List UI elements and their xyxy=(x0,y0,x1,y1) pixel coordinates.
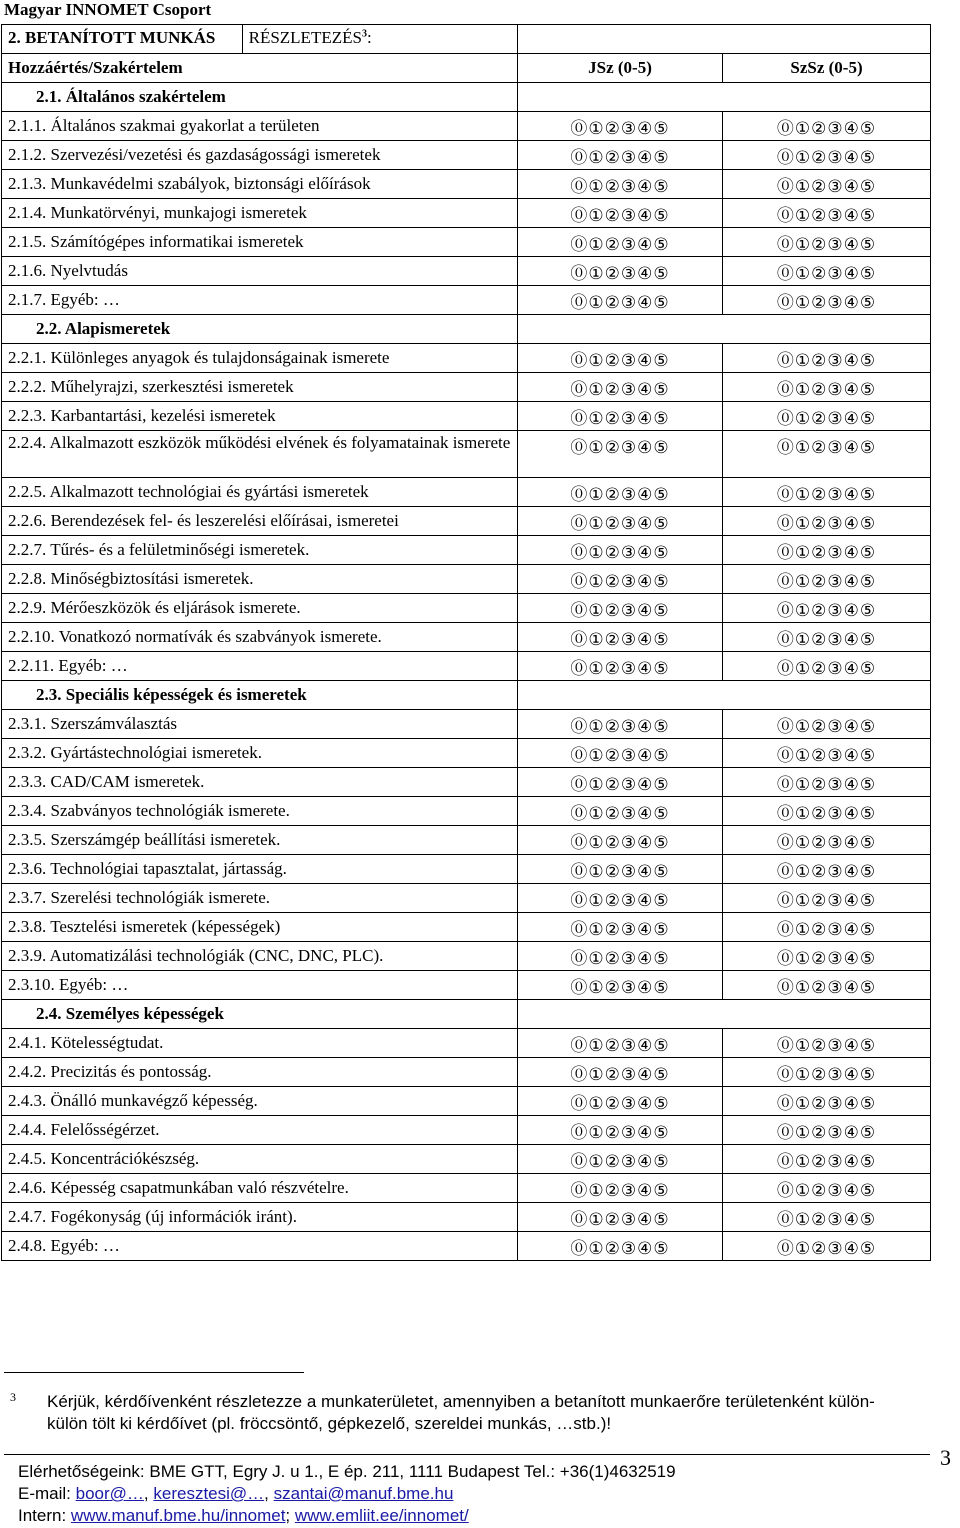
szsz-rating-scale[interactable]: ⓪①②③④⑤ xyxy=(723,1029,931,1058)
szsz-rating-scale[interactable]: ⓪①②③④⑤ xyxy=(723,1174,931,1203)
jsz-rating-scale[interactable]: ⓪①②③④⑤ xyxy=(518,768,723,797)
szsz-rating-scale[interactable]: ⓪①②③④⑤ xyxy=(723,913,931,942)
jsz-rating-scale[interactable]: ⓪①②③④⑤ xyxy=(518,913,723,942)
competency-label: 2.3.9. Automatizálási technológiák (CNC, DNC, PLC). xyxy=(2,942,518,971)
footer-divider xyxy=(4,1454,930,1455)
szsz-rating-scale[interactable]: ⓪①②③④⑤ xyxy=(723,971,931,1000)
competency-label: 2.1.7. Egyéb: … xyxy=(2,286,518,315)
column-header-item: Hozzáértés/Szakértelem xyxy=(2,54,518,83)
competency-label: 2.4.7. Fogékonyság (új információk iránt). xyxy=(2,1203,518,1232)
section-blank-cell xyxy=(518,681,931,710)
competency-label: 2.2.1. Különleges anyagok és tulajdonságainak ismerete xyxy=(2,344,518,373)
table-row xyxy=(2,1232,931,1261)
competency-label: 2.2.8. Minőségbiztosítási ismeretek. xyxy=(2,565,518,594)
jsz-rating-scale[interactable]: ⓪①②③④⑤ xyxy=(518,710,723,739)
table-row xyxy=(2,228,931,257)
jsz-rating-scale[interactable]: ⓪①②③④⑤ xyxy=(518,1145,723,1174)
competency-label: 2.2.4. Alkalmazott eszközök működési elvének és folyamatainak ismerete xyxy=(2,431,518,478)
szsz-rating-scale[interactable]: ⓪①②③④⑤ xyxy=(723,1058,931,1087)
email-separator: , xyxy=(264,1484,274,1503)
szsz-rating-scale[interactable]: ⓪①②③④⑤ xyxy=(723,855,931,884)
table-row xyxy=(2,373,931,402)
competency-label: 2.2.7. Tűrés- és a felületminőségi ismeretek. xyxy=(2,536,518,565)
competency-label: 2.4.1. Kötelességtudat. xyxy=(2,1029,518,1058)
jsz-rating-scale[interactable]: ⓪①②③④⑤ xyxy=(518,1029,723,1058)
table-title xyxy=(2,25,518,54)
jsz-rating-scale[interactable]: ⓪①②③④⑤ xyxy=(518,478,723,507)
table-row xyxy=(2,942,931,971)
section-title: 2.1. Általános szakértelem xyxy=(2,83,518,112)
detail-colon: : xyxy=(366,27,372,47)
competency-label: 2.1.3. Munkavédelmi szabályok, biztonsági előírások xyxy=(2,170,518,199)
email-link-szantai[interactable]: szantai@manuf.bme.hu xyxy=(273,1484,454,1503)
table-row xyxy=(2,826,931,855)
competency-label: 2.1.1. Általános szakmai gyakorlat a területen xyxy=(2,112,518,141)
szsz-rating-scale[interactable]: ⓪①②③④⑤ xyxy=(723,141,931,170)
jsz-rating-scale[interactable]: ⓪①②③④⑤ xyxy=(518,884,723,913)
competency-label: 2.3.2. Gyártástechnológiai ismeretek. xyxy=(2,739,518,768)
szsz-rating-scale[interactable]: ⓪①②③④⑤ xyxy=(723,344,931,373)
jsz-rating-scale[interactable]: ⓪①②③④⑤ xyxy=(518,344,723,373)
competency-label: 2.3.6. Technológiai tapasztalat, jártasság. xyxy=(2,855,518,884)
competency-label: 2.3.8. Tesztelési ismeretek (képességek) xyxy=(2,913,518,942)
szsz-rating-scale[interactable]: ⓪①②③④⑤ xyxy=(723,1145,931,1174)
competency-label: 2.1.5. Számítógépes informatikai ismeretek xyxy=(2,228,518,257)
szsz-rating-scale[interactable]: ⓪①②③④⑤ xyxy=(723,431,931,478)
szsz-rating-scale[interactable]: ⓪①②③④⑤ xyxy=(723,565,931,594)
table-row xyxy=(2,710,931,739)
jsz-rating-scale[interactable]: ⓪①②③④⑤ xyxy=(518,1203,723,1232)
jsz-rating-scale[interactable]: ⓪①②③④⑤ xyxy=(518,199,723,228)
competency-label: 2.3.1. Szerszámválasztás xyxy=(2,710,518,739)
competency-label: 2.2.6. Berendezések fel- és leszerelési előírásai, ismeretei xyxy=(2,507,518,536)
table-row xyxy=(2,536,931,565)
jsz-rating-scale[interactable]: ⓪①②③④⑤ xyxy=(518,855,723,884)
competency-table xyxy=(1,24,931,1261)
column-header-jsz: JSz (0-5) xyxy=(518,54,723,83)
section-row xyxy=(2,1000,931,1029)
jsz-rating-scale[interactable]: ⓪①②③④⑤ xyxy=(518,507,723,536)
table-row xyxy=(2,112,931,141)
intern-link-manuf[interactable]: www.manuf.bme.hu/innomet xyxy=(70,1506,286,1525)
table-row xyxy=(2,739,931,768)
table-row xyxy=(2,913,931,942)
szsz-rating-scale[interactable]: ⓪①②③④⑤ xyxy=(723,826,931,855)
form-title: 2. BETANÍTOTT MUNKÁS xyxy=(8,27,216,47)
szsz-rating-scale[interactable]: ⓪①②③④⑤ xyxy=(723,1116,931,1145)
jsz-rating-scale[interactable]: ⓪①②③④⑤ xyxy=(518,170,723,199)
contact-intern xyxy=(18,1505,676,1527)
competency-label: 2.1.2. Szervezési/vezetési és gazdaságossági ismeretek xyxy=(2,141,518,170)
competency-label: 2.2.10. Vonatkozó normatívák és szabványok ismerete. xyxy=(2,623,518,652)
table-row xyxy=(2,623,931,652)
footnote-mark: 3 xyxy=(10,1390,16,1404)
detail-label: RÉSZLETEZÉS xyxy=(248,27,362,47)
competency-label: 2.3.5. Szerszámgép beállítási ismeretek. xyxy=(2,826,518,855)
competency-label: 2.2.5. Alkalmazott technológiai és gyártási ismeretek xyxy=(2,478,518,507)
jsz-rating-scale[interactable]: ⓪①②③④⑤ xyxy=(518,373,723,402)
szsz-rating-scale[interactable]: ⓪①②③④⑤ xyxy=(723,228,931,257)
email-separator: , xyxy=(143,1484,154,1503)
jsz-rating-scale[interactable]: ⓪①②③④⑤ xyxy=(518,971,723,1000)
jsz-rating-scale[interactable]: ⓪①②③④⑤ xyxy=(518,112,723,141)
table-row xyxy=(2,855,931,884)
szsz-rating-scale[interactable]: ⓪①②③④⑤ xyxy=(723,199,931,228)
jsz-rating-scale[interactable]: ⓪①②③④⑤ xyxy=(518,565,723,594)
table-row xyxy=(2,170,931,199)
table-row xyxy=(2,884,931,913)
table-row xyxy=(2,478,931,507)
section-title: 2.4. Személyes képességek xyxy=(2,1000,518,1029)
competency-label: 2.4.3. Önálló munkavégző képesség. xyxy=(2,1087,518,1116)
jsz-rating-scale[interactable]: ⓪①②③④⑤ xyxy=(518,1087,723,1116)
szsz-rating-scale[interactable]: ⓪①②③④⑤ xyxy=(723,594,931,623)
szsz-rating-scale[interactable]: ⓪①②③④⑤ xyxy=(723,373,931,402)
szsz-rating-scale[interactable]: ⓪①②③④⑤ xyxy=(723,739,931,768)
table-row xyxy=(2,507,931,536)
title-blank-cell xyxy=(518,25,931,54)
intern-label: Intern: xyxy=(18,1506,71,1525)
competency-label: 2.3.7. Szerelési technológiák ismerete. xyxy=(2,884,518,913)
section-row xyxy=(2,315,931,344)
szsz-rating-scale[interactable]: ⓪①②③④⑤ xyxy=(723,884,931,913)
szsz-rating-scale[interactable]: ⓪①②③④⑤ xyxy=(723,710,931,739)
section-blank-cell xyxy=(518,315,931,344)
table-row xyxy=(2,402,931,431)
jsz-rating-scale[interactable]: ⓪①②③④⑤ xyxy=(518,402,723,431)
table-row xyxy=(2,141,931,170)
section-row xyxy=(2,83,931,112)
jsz-rating-scale[interactable]: ⓪①②③④⑤ xyxy=(518,1174,723,1203)
competency-table-body xyxy=(2,25,931,1261)
column-header-row xyxy=(2,54,931,83)
szsz-rating-scale[interactable]: ⓪①②③④⑤ xyxy=(723,402,931,431)
jsz-rating-scale[interactable]: ⓪①②③④⑤ xyxy=(518,1232,723,1261)
column-header-szsz: SzSz (0-5) xyxy=(723,54,931,83)
table-row xyxy=(2,971,931,1000)
szsz-rating-scale[interactable]: ⓪①②③④⑤ xyxy=(723,1203,931,1232)
url-separator: ; xyxy=(285,1506,295,1525)
competency-label: 2.2.11. Egyéb: … xyxy=(2,652,518,681)
table-row xyxy=(2,1145,931,1174)
szsz-rating-scale[interactable]: ⓪①②③④⑤ xyxy=(723,286,931,315)
szsz-rating-scale[interactable]: ⓪①②③④⑤ xyxy=(723,1232,931,1261)
szsz-rating-scale[interactable]: ⓪①②③④⑤ xyxy=(723,797,931,826)
table-row xyxy=(2,431,931,478)
intern-link-emliit[interactable]: www.emliit.ee/innomet/ xyxy=(294,1506,469,1525)
table-row xyxy=(2,199,931,228)
email-label: E-mail: xyxy=(18,1484,76,1503)
table-row xyxy=(2,1116,931,1145)
table-row xyxy=(2,1174,931,1203)
organization-name: Magyar INNOMET Csoport xyxy=(4,0,212,19)
detail-footnote-ref: 3 xyxy=(361,28,367,40)
jsz-rating-scale[interactable]: ⓪①②③④⑤ xyxy=(518,652,723,681)
competency-label: 2.3.3. CAD/CAM ismeretek. xyxy=(2,768,518,797)
competency-label: 2.4.4. Felelősségérzet. xyxy=(2,1116,518,1145)
contact-emails xyxy=(18,1483,676,1505)
competency-label: 2.4.8. Egyéb: … xyxy=(2,1232,518,1261)
competency-label: 2.2.3. Karbantartási, kezelési ismeretek xyxy=(2,402,518,431)
competency-label: 2.4.6. Képesség csapatmunkában való részvételre. xyxy=(2,1174,518,1203)
jsz-rating-scale[interactable]: ⓪①②③④⑤ xyxy=(518,797,723,826)
jsz-rating-scale[interactable]: ⓪①②③④⑤ xyxy=(518,1058,723,1087)
szsz-rating-scale[interactable]: ⓪①②③④⑤ xyxy=(723,478,931,507)
footnote-divider xyxy=(4,1372,304,1373)
jsz-rating-scale[interactable]: ⓪①②③④⑤ xyxy=(518,228,723,257)
jsz-rating-scale[interactable]: ⓪①②③④⑤ xyxy=(518,942,723,971)
contact-info xyxy=(18,1461,676,1527)
competency-label: 2.3.4. Szabványos technológiák ismerete. xyxy=(2,797,518,826)
competency-label: 2.1.6. Nyelvtudás xyxy=(2,257,518,286)
competency-label: 2.4.5. Koncentrációkészség. xyxy=(2,1145,518,1174)
szsz-rating-scale[interactable]: ⓪①②③④⑤ xyxy=(723,257,931,286)
table-title-row xyxy=(2,25,931,54)
szsz-rating-scale[interactable]: ⓪①②③④⑤ xyxy=(723,652,931,681)
jsz-rating-scale[interactable]: ⓪①②③④⑤ xyxy=(518,286,723,315)
table-row xyxy=(2,344,931,373)
jsz-rating-scale[interactable]: ⓪①②③④⑤ xyxy=(518,826,723,855)
table-row xyxy=(2,1087,931,1116)
table-row xyxy=(2,286,931,315)
competency-label: 2.2.9. Mérőeszközök és eljárások ismerete. xyxy=(2,594,518,623)
szsz-rating-scale[interactable]: ⓪①②③④⑤ xyxy=(723,942,931,971)
jsz-rating-scale[interactable]: ⓪①②③④⑤ xyxy=(518,594,723,623)
email-link-keresztesi[interactable]: keresztesi@… xyxy=(153,1484,265,1503)
table-row xyxy=(2,1203,931,1232)
jsz-rating-scale[interactable]: ⓪①②③④⑤ xyxy=(518,431,723,478)
footnote-text: Kérjük, kérdőívenként részletezze a munkaterületet, amennyiben a betanított munkaerőre területenként külön-külön tölt ki kérdőívet (pl. fröccsöntő, gépkezelő, szereldei munkás, …stb.)! xyxy=(47,1392,875,1433)
table-row xyxy=(2,594,931,623)
competency-label: 2.3.10. Egyéb: … xyxy=(2,971,518,1000)
table-row xyxy=(2,257,931,286)
section-title: 2.2. Alapismeretek xyxy=(2,315,518,344)
szsz-rating-scale[interactable]: ⓪①②③④⑤ xyxy=(723,170,931,199)
table-row xyxy=(2,768,931,797)
jsz-rating-scale[interactable]: ⓪①②③④⑤ xyxy=(518,536,723,565)
competency-label: 2.2.2. Műhelyrajzi, szerkesztési ismeretek xyxy=(2,373,518,402)
szsz-rating-scale[interactable]: ⓪①②③④⑤ xyxy=(723,1087,931,1116)
table-row xyxy=(2,1058,931,1087)
szsz-rating-scale[interactable]: ⓪①②③④⑤ xyxy=(723,768,931,797)
szsz-rating-scale[interactable]: ⓪①②③④⑤ xyxy=(723,507,931,536)
section-row xyxy=(2,681,931,710)
email-link-boor[interactable]: boor@… xyxy=(75,1484,144,1503)
szsz-rating-scale[interactable]: ⓪①②③④⑤ xyxy=(723,536,931,565)
jsz-rating-scale[interactable]: ⓪①②③④⑤ xyxy=(518,739,723,768)
section-blank-cell xyxy=(518,1000,931,1029)
table-row xyxy=(2,1029,931,1058)
page-number: 3 xyxy=(940,1445,951,1470)
szsz-rating-scale[interactable]: ⓪①②③④⑤ xyxy=(723,112,931,141)
table-row xyxy=(2,797,931,826)
competency-label: 2.4.2. Precizitás és pontosság. xyxy=(2,1058,518,1087)
table-row xyxy=(2,565,931,594)
szsz-rating-scale[interactable]: ⓪①②③④⑤ xyxy=(723,623,931,652)
section-blank-cell xyxy=(518,83,931,112)
jsz-rating-scale[interactable]: ⓪①②③④⑤ xyxy=(518,623,723,652)
jsz-rating-scale[interactable]: ⓪①②③④⑤ xyxy=(518,141,723,170)
jsz-rating-scale[interactable]: ⓪①②③④⑤ xyxy=(518,1116,723,1145)
title-divider xyxy=(220,25,243,53)
jsz-rating-scale[interactable]: ⓪①②③④⑤ xyxy=(518,257,723,286)
competency-label: 2.1.4. Munkatörvényi, munkajogi ismeretek xyxy=(2,199,518,228)
section-title: 2.3. Speciális képességek és ismeretek xyxy=(2,681,518,710)
table-row xyxy=(2,652,931,681)
contact-address: Elérhetőségeink: BME GTT, Egry J. u 1., E ép. 211, 1111 Budapest Tel.: +36(1)4632519 xyxy=(18,1462,676,1481)
